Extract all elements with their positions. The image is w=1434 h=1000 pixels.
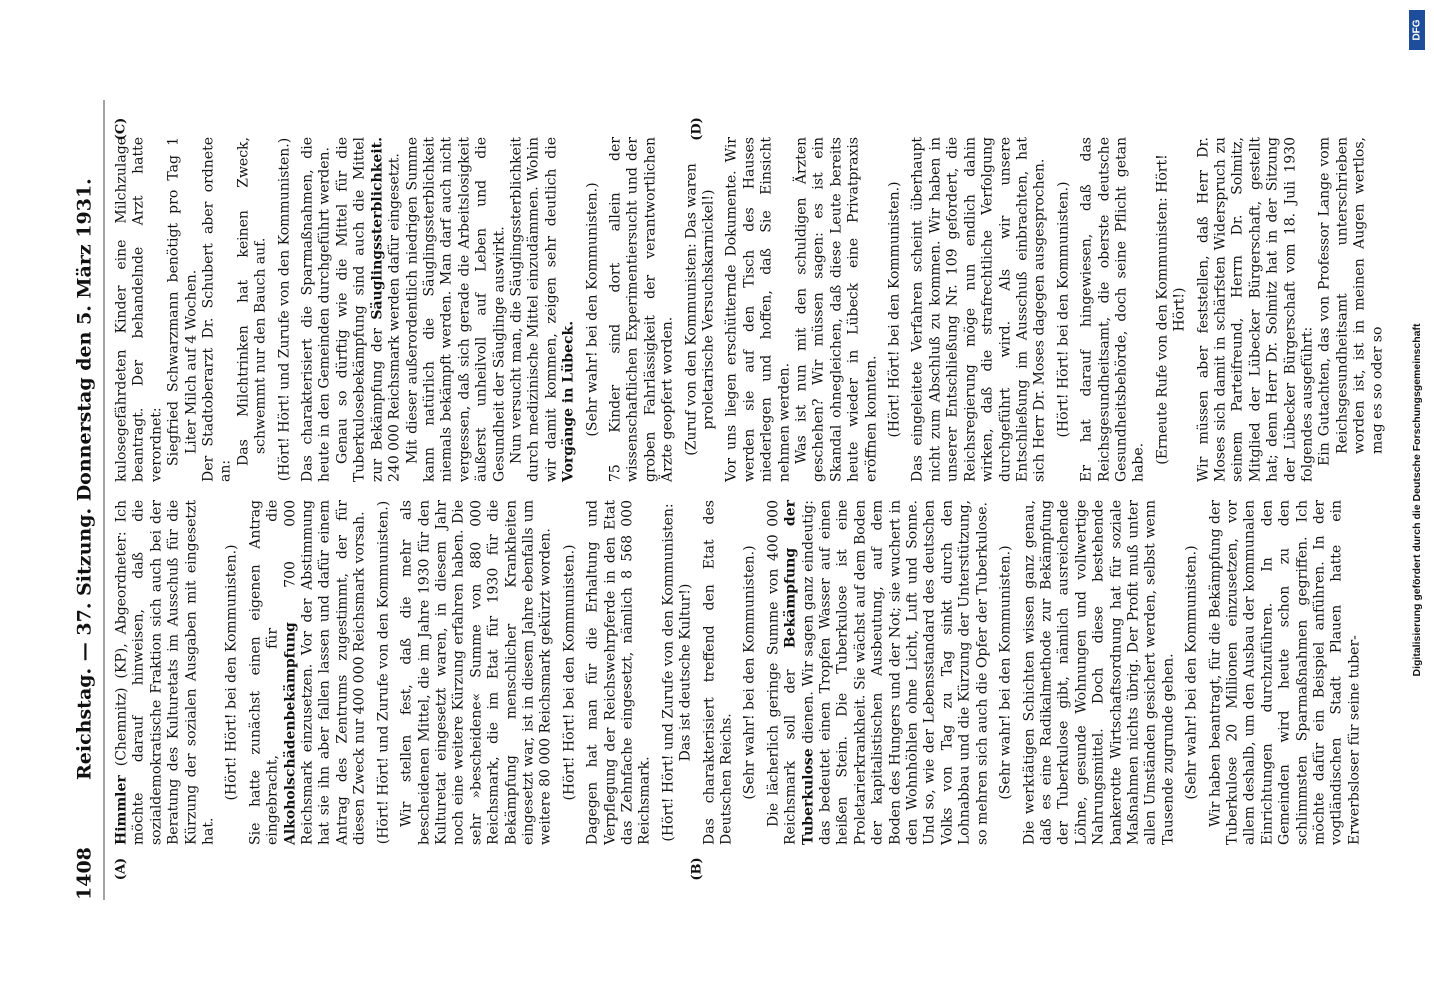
right-column [113, 137, 1386, 482]
paragraph [1055, 137, 1072, 482]
dfg-logo-text: DFG [1411, 19, 1423, 41]
paragraph [584, 137, 601, 482]
paragraph [300, 137, 335, 482]
paragraph-text: Ein Gutachten, das von Professor Lange vom Reichsgesundheitsamt unterschrieben worden ist, ist in meinen Augen wertlos, mag es so oder so [1316, 137, 1386, 466]
page-header [70, 100, 105, 900]
paragraph [224, 500, 241, 845]
paragraph [1079, 137, 1149, 482]
margin-marker-d: (D) [689, 117, 705, 141]
paragraph-text: Siegfried Schwarzmann benötigt pro Tag 1 Liter Milch auf 4 Wochen. [165, 137, 200, 466]
paragraph-text: Wir stellen fest, daß die mehr als bescheidenen Mittel, die im Jahre 1930 für den Kulturetat eingesetzt waren, in diesem Jahr noch eine weitere Kürzung erfahren haben. Die sehr »bescheidene« Summe von 880 000 Reichsmark, die im Etat für 1930 für die Bekämpfung menschlicher Krankheiten eingesetzt war, ist in diesem Jahre ebenfalls um weitere 80 000 Reichsmark gekürzt worden. [398, 500, 554, 845]
paragraph-text: Der Stadtoberarzt Dr. Schubert aber ordnete an: [200, 137, 234, 482]
paragraph [114, 500, 218, 845]
left-column [114, 500, 1365, 845]
paragraph-text: 75 Kinder sind dort allein der wissenschaftlichen Experimentiersucht und der groben Fahrlässigkeit der verantwortlichen Ärzte geopfert worden. [607, 137, 676, 482]
paragraph-text: (Erneute Rufe von den Kommunisten: Hört! Hört!) [1154, 154, 1188, 465]
paragraph [247, 500, 369, 845]
paragraph [276, 137, 293, 482]
paragraph-text: (Hört! Hört! bei den Kommunisten.) [1055, 181, 1072, 438]
paragraph-text: (Hört! Hört! bei den Kommunisten.) [886, 181, 903, 438]
paragraph-text: (Hört! Hört! und Zurufe von den Kommunisten.) [276, 137, 293, 482]
paragraph [724, 137, 794, 482]
paragraph [794, 137, 881, 482]
paragraph-text: Mit dieser außerordentlich niedrigen Summe kann natürlich die Säuglingssterblichkeit niemals bekämpft werden. Man darf auch nicht vergessen, daß sich gerade die Arbeitslosigkeit äußerst unheilvoll auf Leben und die Gesundheit der Säuglinge auswirkt. [404, 137, 508, 482]
digitization-note-text: Digitalisierung gefördert durch die Deutsche Forschungsgemeinschaft [1411, 323, 1423, 677]
emphasis-text: Bekämpfung der Tuberkulose [782, 500, 817, 845]
paragraph-text: (Sehr wahr! bei den Kommunisten.) [1183, 545, 1200, 800]
paragraph [114, 137, 166, 482]
paragraph-text: (Zuruf von den Kommunisten: Das waren proletarische Versuchskarnickel!) [683, 163, 717, 456]
page-number: 1408 [73, 847, 96, 900]
paragraph-text: Wir haben beantragt, für die Bekämpfung der Tuberkulose 20 Millionen einzusetzen, vor allem deshalb, um den Ausbau der kommunalen Einrichtungen durchzuführen. In den Gemeinden wird heute schon zu den schlimmsten Sparmaßnahmen gegriffen. Ich möchte dafür ein Beispiel anführen. In der vogtländischen Stadt Plauen hatte ein Erwerbsloser für seine tuber- [1207, 500, 1363, 845]
paragraph [585, 500, 655, 845]
paragraph [1207, 500, 1364, 845]
paragraph [1154, 137, 1189, 482]
paragraph [910, 137, 1049, 482]
paragraph-text: Das eingeleitete Verfahren scheint überhaupt nicht zum Abschluß zu kommen. Wir haben in unserer Entschließung Nr. 109 gefordert, die Reichsregierung möge nun endlich dahin wirken, daß die strafrechtliche Verfolgung durchgeführt wird. Als wir unsere Entschließung im Ausschuß einbrachten, hat sich Herr Dr. Moses dagegen ausgesprochen. [909, 137, 1048, 482]
paragraph-text: Nun versucht man, die Säuglingssterblichkeit durch medizinische Mittel einzudämmen. Wohin wir damit kommen, zeigen sehr deutlich die [508, 137, 560, 482]
paragraph [607, 137, 677, 482]
paragraph-text: Das Milchtrinken hat keinen Zweck, schwemmt nur den Bauch auf. [235, 137, 269, 466]
paragraph-text: (Sehr wahr! bei den Kommunisten.) [997, 545, 1014, 800]
paragraph [404, 137, 508, 482]
margin-marker-b: (B) [689, 857, 705, 881]
paragraph-text: Was ist nun mit den schuldigen Ärzten geschehen? Wir müssen sagen: es ist ein Skandal ohnegleichen, daß diese Leute bereits heute wieder in Lübeck eine Privatpraxis eröffnen konnten. [793, 137, 880, 482]
paragraph-text: Die werktätigen Schichten wissen ganz genau, daß es eine Radikalmethode zur Bekämpfung der Tuberkulose gibt, nämlich ausreichende Löhne, gesunde Wohnungen und vollwertige Nahrungsmittel. Doch diese bestehende bankerotte Wirtschaftsordnung hat für soziale Maßnahmen nichts übrig. Der Profit muß unter allen Umständen gesichert werden, selbst wenn Tausende zugrunde gehen. [1021, 500, 1177, 845]
paragraph [998, 500, 1015, 845]
paragraph [1317, 137, 1387, 482]
emphasis-text: Säuglingssterblichkeit. [369, 137, 386, 320]
paragraph [375, 500, 392, 845]
emphasis-text: Alkoholschädenbekämpfung [282, 622, 299, 845]
paragraph-text: Das charakterisiert treffend den Etat des Deutschen Reichs. [701, 500, 735, 845]
paragraph-text: (Hört! Hört! bei den Kommunisten.) [561, 544, 578, 801]
paragraph [508, 137, 578, 482]
paragraph [399, 500, 556, 845]
paragraph [660, 500, 695, 845]
paragraph [201, 137, 236, 482]
paragraph-text: Die lächerlich geringe Summe von 400 000 Reichsmark soll der [765, 500, 799, 845]
paragraph-text: Er hat darauf hingewiesen, daß das Reichsgesundheitsamt, die oberste deutsche Gesundheitsbehörde, doch seine Pflicht getan habe. [1078, 137, 1147, 482]
digitization-note [1408, 8, 1426, 992]
paragraph-text: Dagegen hat man für die Erhaltung und Verpflegung der Reichswehrpferde in den Etat das Zehnfache eingesetzt, nämlich 8 568 000 Reichsmark. [584, 500, 653, 845]
paragraph [561, 500, 578, 845]
paragraph [1195, 137, 1317, 482]
margin-marker-a: (A) [113, 857, 129, 881]
paragraph [887, 137, 904, 482]
paragraph-text: 240 000 Reichsmark werden dafür eingesetzt. [386, 153, 403, 482]
paragraph [701, 500, 736, 845]
paragraph [235, 137, 270, 482]
paragraph-text: (Hört! Hört! bei den Kommunisten.) [223, 544, 240, 801]
paragraph-text: kulosegefährdeten Kinder eine Milchzulage beantragt. Der behandelnde Arzt hatte verordnet: [113, 137, 165, 482]
margin-marker-c: (C) [113, 117, 129, 141]
paragraph [1184, 500, 1201, 845]
running-title: Reichstag. — 37. Sitzung. Donnerstag den 5. März 1931. [73, 178, 96, 780]
dfg-logo [1409, 10, 1425, 50]
paragraph [765, 500, 991, 845]
paragraph-text: Wir müssen aber feststellen, daß Herr Dr. Moses sich damit in schärfsten Widerspruch zu seinem Parteifreund, Herrn Dr. Solmitz, Mitglied der Lübecker Bürgerschaft, gestellt hat; denn Herr Dr. Solmitz hat in der Sitzung der Lübecker Bürgerschaft vom 18. Juli 1930 folgendes ausgeführt: [1195, 137, 1316, 482]
paragraph-text: (Sehr wahr! bei den Kommunisten.) [741, 545, 758, 800]
paragraph [334, 137, 404, 482]
paragraph-text: (Sehr wahr! bei den Kommunisten.) [584, 182, 601, 437]
paragraph-text: (Hört! Hört! und Zurufe von den Kommunisten.) [375, 500, 392, 845]
paragraph-text: 700 000 Reichsmark einzusetzen. Vor der Abstimmung hat sie ihn aber fallen lassen und dafür einem Antrag des Zentrums zugestimmt, der für diesen Zweck nur 400 000 Reichsmark vorsah. [282, 500, 368, 845]
paragraph [742, 500, 759, 845]
paragraph-text: dienen. Wir sagen ganz eindeutig: das bedeutet einen Tropfen Wasser auf einen heißen Stein. Die Tuberkulose ist eine Proletarierkrankheit. Sie wächst auf dem Boden der kapitalistischen Ausbeutung, auf dem Boden des Hungers und der Not; sie wuchert in den Wohnhöhlen ohne Licht, Luft und Sonne. Und so, wie der Lebensstandard des deutschen Volks von Tag zu Tag sinkt durch den Lohnabbau und die Kürzung der Unterstützung, so mehren sich auch die Opfer der Tuberkulose. [800, 500, 991, 845]
paragraph-text: Vor uns liegen erschütternde Dokumente. Wir werden sie auf den Tisch des Hauses niederlegen und hoffen, daß Sie Einsicht nehmen werden. [723, 137, 793, 482]
paragraph-text: Das charakterisiert die Sparmaßnahmen, die heute in den Gemeinden durchgeführt werden. [299, 137, 333, 482]
paragraph-text: (Hört! Hört! und Zurufe von den Kommunisten: Das ist deutsche Kultur!) [660, 503, 694, 842]
paragraph-text: Genau so dürftig wie die Mittel für die Tuberkulosebekämpfung sind auch die Mittel zur Bekämpfung der [334, 137, 386, 482]
paragraph-text: Sie hatte zunächst einen eigenen Antrag eingebracht, für die [247, 500, 281, 845]
paragraph [166, 137, 201, 482]
paragraph [683, 137, 718, 482]
paragraph-text: (Chemnitz) (KP), Abgeordneter: Ich möchte darauf hinweisen, daß die sozialdemokratische Fraktion sich auch bei der Beratung des Kulturetats im Ausschuß für die Kürzung der sozialen Ausgaben mit eingesetzt hat. [113, 500, 217, 845]
emphasis-text: Vorgänge in Lübeck. [560, 320, 577, 482]
paragraph [1021, 500, 1178, 845]
emphasis-text: Himmler [113, 775, 130, 845]
document-page [70, 100, 1386, 900]
